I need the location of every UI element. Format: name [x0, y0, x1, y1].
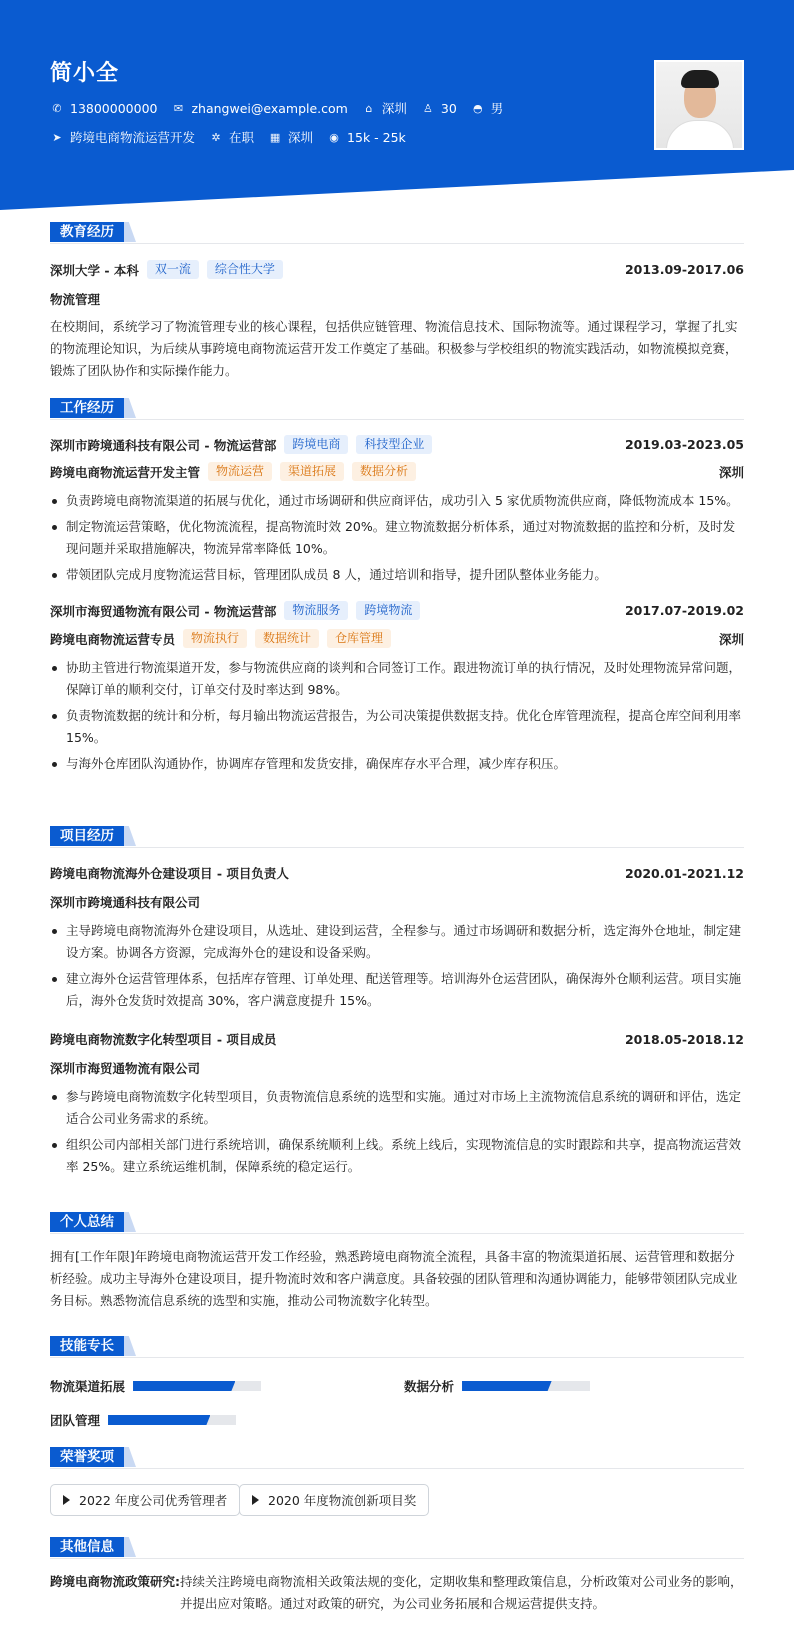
project-row	[50, 1030, 744, 1048]
company-tag: 跨境电商	[284, 435, 348, 454]
projects-section	[50, 826, 744, 1174]
section-title: 荣誉奖项	[50, 1447, 124, 1467]
major-row	[50, 290, 744, 308]
skill-level-fill	[462, 1381, 552, 1391]
skill-name: 物流渠道拓展	[50, 1379, 126, 1394]
age-item	[421, 101, 457, 116]
avatar-portrait	[656, 62, 742, 148]
gender-text: 男	[490, 101, 504, 116]
age-text: 30	[440, 100, 457, 116]
section-header	[50, 826, 744, 848]
section-header	[50, 1447, 744, 1469]
other-section	[50, 1537, 744, 1611]
employment-status-text: 在职	[229, 130, 255, 145]
target-position-text: 跨境电商物流运营开发	[70, 130, 196, 145]
section-header	[50, 1212, 744, 1234]
section-header	[50, 398, 744, 420]
list-item: 与海外仓库团队沟通协作，协调库存管理和发货安排，确保库存水平合理，减少库存积压。	[50, 753, 744, 775]
phone-text: 13800000000	[70, 100, 158, 116]
skill-name: 数据分析	[404, 1379, 455, 1394]
email-item	[171, 101, 347, 116]
company-tag: 物流服务	[284, 601, 348, 620]
education-description: 在校期间，系统学习了物流管理专业的核心课程，包括供应链管理、物流信息技术、国际物流等。通过课程学习，掌握了扎实的物流理论知识，为后续从事跨境电商物流运营开发工作奠定了基础。积极参与学校组织的物流实践活动，如物流模拟竞赛，锻炼了团队协作和实际操作能力。	[50, 319, 738, 378]
list-item: 协助主管进行物流渠道开发，参与物流供应商的谈判和合同签订工作。跟进物流订单的执行情况，及时处理物流异常问题，保障订单的顺利交付，订单交付及时率达到 98%。	[50, 657, 744, 701]
education-section	[50, 222, 744, 378]
list-item: 建立海外仓运营管理体系，包括库存管理、订单处理、配送管理等。培训海外仓运营团队，确保海外仓顺利运营。项目实施后，海外仓发货时效提高 30%，客户满意度提升 15%。	[50, 968, 744, 1012]
section-title: 教育经历	[50, 222, 124, 242]
project-date: 2020.01-2021.12	[624, 865, 744, 881]
phone-icon: ✆	[52, 101, 62, 115]
skill-item	[50, 1411, 236, 1429]
awards-list	[50, 1484, 744, 1518]
age-icon: ♙	[422, 101, 433, 115]
skill-tag: 物流运营	[208, 462, 272, 481]
skill-tag: 数据统计	[255, 629, 319, 648]
list-item: 组织公司内部相关部门进行系统培训，确保系统顺利上线。系统上线后，实现物流信息的实时跟踪和共享，提高物流运营效率 25%。建立系统运维机制，保障系统的稳定运行。	[50, 1134, 744, 1178]
email-text: zhangwei@example.com	[191, 100, 348, 116]
job-location: 深圳	[718, 631, 744, 647]
gender-item	[471, 99, 504, 117]
city-text: 深圳	[381, 101, 407, 116]
skill-level-bar	[108, 1415, 236, 1425]
list-item: 制定物流运营策略，优化物流流程，提高物流时效 20%。建立物流数据分析体系，通过对物流数据的监控和分析，及时发现问题并采取措施解决，物流异常率降低 10%。	[50, 516, 744, 560]
skill-name: 团队管理	[50, 1413, 101, 1428]
award-text: 2022 年度公司优秀管理者	[79, 1493, 228, 1508]
play-triangle-icon	[252, 1495, 259, 1505]
skill-level-fill	[108, 1415, 210, 1425]
list-item: 负责跨境电商物流渠道的拓展与优化，通过市场调研和供应商评估，成功引入 5 家优质物流供应商，降低物流成本 15%。	[50, 490, 744, 512]
award-text: 2020 年度物流创新项目奖	[268, 1493, 417, 1508]
school-tag: 综合性大学	[207, 260, 283, 279]
phone-item	[50, 101, 157, 116]
job-company-row	[50, 601, 744, 620]
section-header	[50, 222, 744, 244]
project-company-row	[50, 893, 744, 911]
summary-text: 拥有[工作年限]年跨境电商物流运营开发工作经验，熟悉跨境电商物流全流程，具备丰富的物流渠道拓展、运营管理和数据分析经验。成功主导海外仓建设项目，提升物流时效和客户满意度。具备较强的团队管理和沟通协调能力，能够带领团队完成业务目标。熟悉物流信息系统的选型和实施，推动公司物流数字化转型。	[50, 1249, 738, 1308]
section-title: 工作经历	[50, 398, 124, 418]
job-date: 2017.07-2019.02	[624, 603, 744, 618]
section-title: 个人总结	[50, 1212, 124, 1232]
skill-level-bar	[462, 1381, 590, 1391]
target-position-item	[50, 128, 195, 146]
education-row	[50, 260, 744, 279]
job-company-row	[50, 435, 744, 454]
city-item	[362, 99, 407, 117]
job-location: 深圳	[718, 464, 744, 480]
project-bullets	[50, 1086, 744, 1182]
email-icon: ✉	[173, 101, 184, 115]
target-city-text: 深圳	[288, 130, 314, 145]
school-tag: 双一流	[147, 260, 199, 279]
other-info-label: 跨境电商物流政策研究:	[50, 1574, 180, 1589]
project-company: 深圳市海贸通物流有限公司	[50, 1061, 201, 1076]
company-name: 深圳市海贸通物流有限公司 - 物流运营部	[50, 603, 277, 619]
company-tag: 跨境物流	[356, 601, 420, 620]
gender-icon: ◓	[472, 101, 483, 115]
job-position-row	[50, 629, 744, 648]
skill-level-bar	[133, 1381, 261, 1391]
header	[0, 0, 794, 210]
salary-icon: ◉	[329, 130, 339, 144]
contact-row	[50, 99, 517, 117]
list-item: 参与跨境电商物流数字化转型项目，负责物流信息系统的选型和实施。通过对市场上主流物流信息系统的调研和评估，选定适合公司业务需求的系统。	[50, 1086, 744, 1130]
building-icon: ▦	[269, 130, 281, 144]
project-date: 2018.05-2018.12	[624, 1031, 744, 1047]
other-info-text: 持续关注跨境电商物流相关政策法规的变化，定期收集和整理政策信息，分析政策对公司业务的影响，并提出应对策略。通过对政策的研究，为公司业务拓展和合规运营提供支持。	[180, 1574, 743, 1611]
salary-item	[327, 130, 406, 145]
project-row	[50, 864, 744, 882]
salary-text: 15k - 25k	[347, 129, 406, 145]
send-icon: ➤	[52, 130, 62, 144]
skill-item	[404, 1377, 590, 1395]
skill-level-fill	[133, 1381, 235, 1391]
job-date: 2019.03-2023.05	[624, 437, 744, 452]
position-title: 跨境电商物流运营专员	[50, 631, 176, 647]
school-name: 深圳大学 - 本科	[50, 262, 139, 278]
skill-tag: 物流执行	[183, 629, 247, 648]
home-icon: ⌂	[365, 101, 373, 115]
company-tag: 科技型企业	[356, 435, 432, 454]
work-section	[50, 398, 744, 771]
project-name: 跨境电商物流海外仓建设项目 - 项目负责人	[50, 866, 289, 881]
award-item	[239, 1484, 429, 1516]
project-bullets	[50, 920, 744, 1016]
job-bullets	[50, 657, 744, 779]
section-header	[50, 1336, 744, 1358]
award-item	[50, 1484, 240, 1516]
play-triangle-icon	[63, 1495, 70, 1505]
project-name: 跨境电商物流数字化转型项目 - 项目成员	[50, 1032, 277, 1047]
education-date: 2013.09-2017.06	[624, 262, 744, 277]
status-icon: ✲	[211, 130, 221, 144]
list-item: 负责物流数据的统计和分析，每月输出物流运营报告，为公司决策提供数据支持。优化仓库管理流程，提高仓库空间利用率 15%。	[50, 705, 744, 749]
skills-section	[50, 1336, 744, 1428]
major: 物流管理	[50, 292, 101, 307]
awards-section	[50, 1447, 744, 1508]
other-info-row	[50, 1571, 744, 1621]
employment-status-item	[209, 128, 254, 146]
list-item: 带领团队完成月度物流运营目标，管理团队成员 8 人，通过培训和指导，提升团队整体业务能力。	[50, 564, 744, 586]
list-item: 主导跨境电商物流海外仓建设项目，从选址、建设到运营，全程参与。通过市场调研和数据分析，选定海外仓地址，制定建设方案。协调各方资源，完成海外仓的建设和设备采购。	[50, 920, 744, 964]
position-title: 跨境电商物流运营开发主管	[50, 464, 201, 480]
company-name: 深圳市跨境通科技有限公司 - 物流运营部	[50, 437, 277, 453]
skill-tag: 仓库管理	[327, 629, 391, 648]
skill-item	[50, 1377, 261, 1395]
job-intent-row	[50, 128, 420, 146]
target-city-item	[268, 128, 313, 146]
section-title: 技能专长	[50, 1336, 124, 1356]
skill-tag: 渠道拓展	[280, 462, 344, 481]
candidate-name: 简小全	[50, 61, 120, 86]
section-title: 其他信息	[50, 1537, 124, 1557]
section-title: 项目经历	[50, 826, 124, 846]
project-company: 深圳市跨境通科技有限公司	[50, 895, 201, 910]
summary-section	[50, 1212, 744, 1308]
project-company-row	[50, 1059, 744, 1077]
job-bullets	[50, 490, 744, 590]
skill-tag: 数据分析	[352, 462, 416, 481]
job-position-row	[50, 462, 744, 481]
section-header	[50, 1537, 744, 1559]
avatar	[654, 60, 744, 150]
